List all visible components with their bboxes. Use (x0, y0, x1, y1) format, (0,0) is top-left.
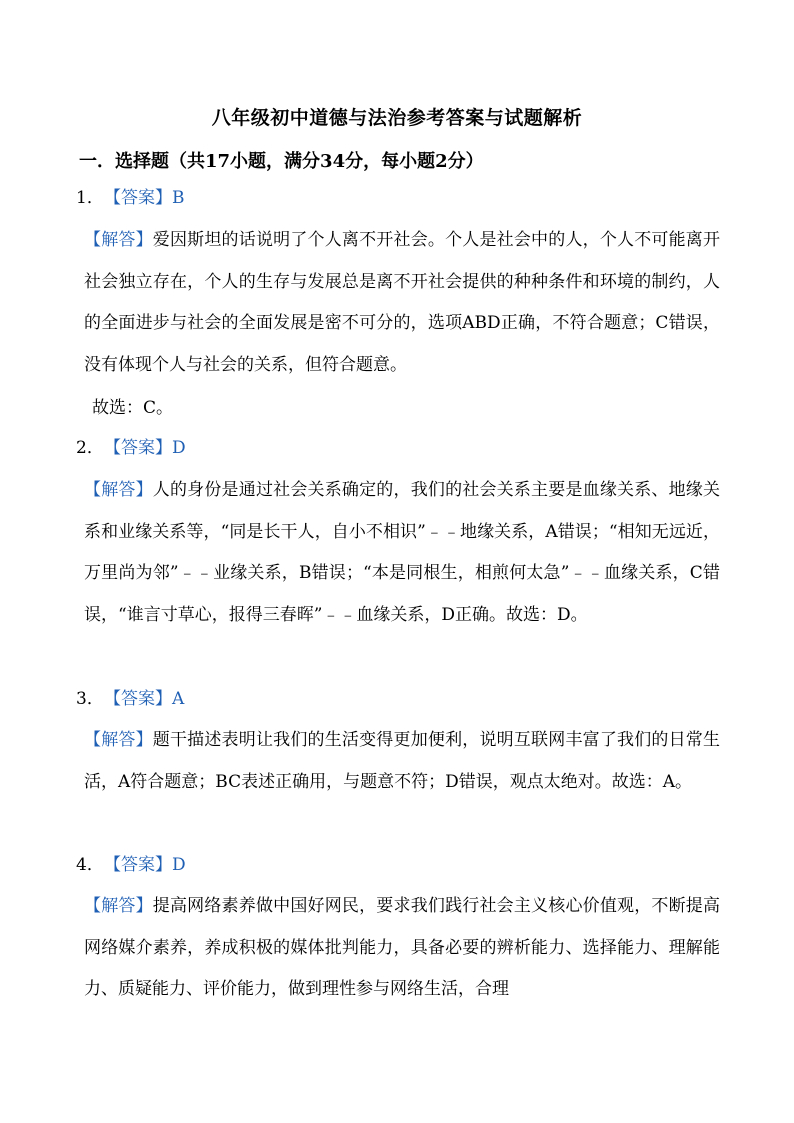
answer-tag: 【答案】 (104, 188, 172, 208)
explain-tag: 【解答】 (84, 730, 153, 750)
question-3-header (76, 686, 184, 712)
question-number: 2． (76, 438, 104, 458)
question-4-explanation (84, 886, 720, 1011)
explanation-text: 提高网络素养做中国好网民，要求我们践行社会主义核心价值观，不断提高网络媒介素养，养成积极的媒体批判能力，具备必要的辨析能力、选择能力、理解能力、质疑能力、评价能力，做到理性参与网络生活，合理 (84, 896, 721, 1000)
question-3-explanation (84, 720, 720, 803)
answer-value: A (172, 689, 185, 709)
question-4-header (76, 852, 186, 878)
answer-tag: 【答案】 (104, 855, 172, 875)
explanation-text: 人的身份是通过社会关系确定的，我们的社会关系主要是血缘关系、地缘关系和业缘关系等，“同是长干人，自小不相识”﹣﹣地缘关系，A错误；“相知无远近，万里尚为邻”﹣﹣业缘关系，B错误；“本是同根生，相煎何太急”﹣﹣血缘关系，C错误，“谁言寸草心，报得三春晖”﹣﹣血缘关系，D正确。故选：D。 (84, 480, 721, 625)
question-number: 4． (76, 855, 104, 875)
question-number: 3． (76, 689, 104, 709)
question-2-header (76, 435, 186, 461)
section-heading: 一．选择题（共17小题，满分34分，每小题2分） (79, 151, 484, 172)
question-1-choice: 故选：C。 (92, 398, 174, 418)
question-1-header (76, 185, 185, 211)
question-number: 1． (76, 188, 104, 208)
answer-tag: 【答案】 (104, 689, 172, 709)
explain-tag: 【解答】 (84, 480, 153, 500)
answer-value: D (172, 855, 186, 875)
explain-tag: 【解答】 (84, 896, 153, 916)
explanation-text: 题干描述表明让我们的生活变得更加便利，说明互联网丰富了我们的日常生活，A符合题意；BC表述正确用，与题意不符；D错误，观点太绝对。故选：A。 (84, 730, 721, 792)
answer-tag: 【答案】 (104, 438, 172, 458)
answer-value: B (172, 188, 185, 208)
question-1-explanation (84, 220, 720, 386)
document-title: 八年级初中道德与法治参考答案与试题解析 (211, 107, 583, 129)
explanation-text: 爱因斯坦的话说明了个人离不开社会。个人是社会中的人，个人不可能离开社会独立存在，个人的生存与发展总是离不开社会提供的种种条件和环境的制约，人的全面进步与社会的全面发展是密不可分的，选项ABD正确，不符合题意；C错误，没有体现个人与社会的关系，但符合题意。 (84, 230, 721, 375)
explain-tag: 【解答】 (84, 230, 153, 250)
answer-value: D (172, 438, 186, 458)
question-2-explanation (84, 470, 720, 636)
